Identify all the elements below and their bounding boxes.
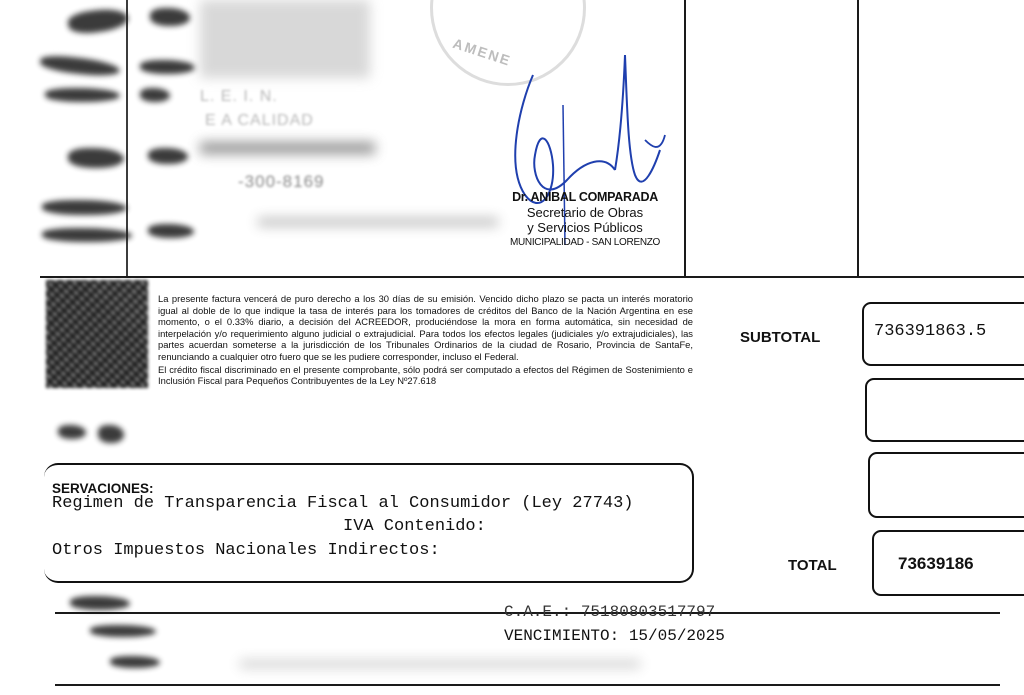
smudge — [98, 425, 124, 443]
observations-line: IVA Contenido: — [343, 517, 486, 536]
total-value: 73639186 — [898, 554, 974, 573]
signatory-name: Dr. ANIBAL COMPARADA — [512, 190, 658, 204]
smudge — [70, 596, 130, 610]
cae-due-date: VENCIMIENTO: 15/05/2025 — [504, 627, 725, 645]
total-label: TOTAL — [788, 557, 837, 574]
smudge — [39, 54, 120, 78]
empty-total-box — [868, 452, 1024, 518]
smudge — [110, 656, 160, 668]
smudge — [67, 6, 129, 36]
subtotal-label: SUBTOTAL — [740, 329, 821, 346]
ghost-text-line: E A CALIDAD — [205, 112, 314, 129]
blurred-line — [200, 142, 375, 154]
signatory-municipality: MUNICIPALIDAD - SAN LORENZO — [509, 237, 661, 248]
observations-line: Otros Impuestos Nacionales Indirectos: — [52, 541, 440, 560]
signatory-role: y Servicios Públicos — [527, 220, 643, 235]
observations-title: SERVACIONES: — [52, 481, 154, 496]
smudge — [148, 224, 194, 238]
cae-number: C.A.E.: 75180803517797 — [504, 603, 716, 621]
column-divider-right-2 — [857, 0, 859, 278]
qr-code — [46, 280, 148, 388]
smudge — [148, 148, 188, 164]
subtotal-box — [862, 302, 1024, 366]
ghost-text-phone: -300-8169 — [238, 172, 325, 191]
ghost-text-line: L. E. I. N. — [200, 88, 278, 105]
observations-line: Regimen de Transparencia Fiscal al Consumidor (Ley 27743) — [52, 494, 634, 513]
empty-total-box — [865, 378, 1024, 442]
total-box — [872, 530, 1024, 596]
smudge — [68, 148, 124, 168]
smudge — [45, 88, 120, 102]
smudge — [42, 200, 127, 215]
blurred-line — [258, 218, 498, 226]
section-divider — [55, 684, 1000, 686]
smudge — [58, 425, 86, 439]
legal-paragraph: La presente factura vencerá de puro derecho a los 30 días de su emisión. Vencido dicho plazo se pacta un interés moratorio igual al doble de lo que indique la tasa de interés para los tomadores de créditos del Banco de la Nación Argentina en ese momento, o el 0.33% diario, a decisión del ACREEDOR, produciéndose la mora en forma automática, sin necesidad de interpelación y/o requerimiento alguno judicial o extrajudicial. Para todos los efectos legales (judiciales y/o extrajudiciales), las partes acuerdan someterse a la jurisdicción de los Tribunales Ordinarios de la ciudad de Rosario, Provincia de SantaFe, renunciando a cualquier otro fuero que se les pudiere corresponder, incluso el Federal. — [158, 293, 693, 362]
section-divider — [40, 276, 1024, 278]
smudge — [90, 625, 156, 637]
smudge — [150, 8, 190, 26]
signatory-role: Secretario de Obras — [526, 205, 644, 220]
legal-terms — [158, 293, 693, 387]
smudge — [140, 60, 195, 74]
subtotal-value: 736391863.5 — [874, 322, 987, 341]
blurred-line — [240, 660, 640, 668]
seal-stamp-text: AMENE — [451, 35, 514, 69]
smudge — [140, 88, 170, 102]
blurred-header-block — [200, 0, 370, 78]
legal-paragraph: El crédito fiscal discriminado en el presente comprobante, sólo podrá ser computado a efectos del Régimen de Sostenimiento e Inclusión Fiscal para Pequeños Contribuyentes de la Ley Nº27.618 — [158, 363, 693, 387]
smudge — [42, 228, 132, 242]
signature-caption — [495, 190, 675, 250]
